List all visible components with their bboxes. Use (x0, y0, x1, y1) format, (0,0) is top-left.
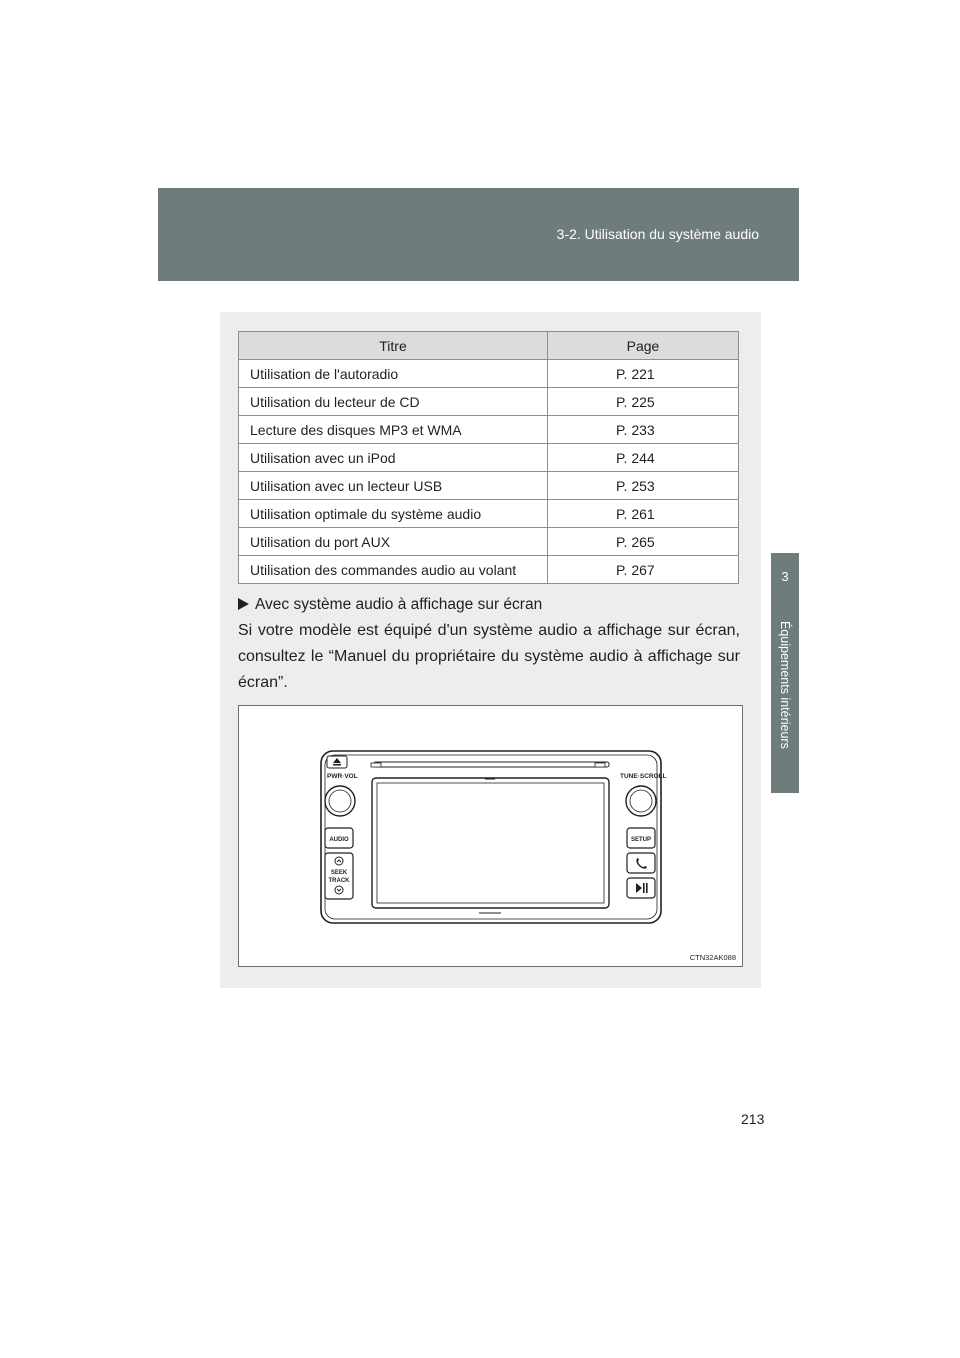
table-row (239, 360, 739, 388)
table-header-row (239, 332, 739, 360)
chapter-tab (771, 553, 799, 793)
cd-slot (374, 762, 609, 767)
bullet-text: Avec système audio à affichage sur écran (255, 596, 543, 613)
table-row (239, 500, 739, 528)
pwr-vol-label: PWR·VOL (327, 773, 358, 780)
pause-bar-2 (646, 883, 648, 893)
setup-button-label: SETUP (630, 837, 652, 843)
row-title: Utilisation avec un iPod (239, 444, 548, 472)
row-page: P. 244 (548, 444, 739, 472)
chapter-label: Équipements intérieurs (778, 621, 792, 749)
table-row (239, 416, 739, 444)
audio-unit-figure (238, 705, 743, 967)
table-row (239, 388, 739, 416)
row-page: P. 233 (548, 416, 739, 444)
table-row (239, 556, 739, 584)
pwr-vol-knob (325, 786, 355, 816)
row-page: P. 261 (548, 500, 739, 528)
table-row (239, 528, 739, 556)
display-screen-inner (377, 783, 604, 903)
row-title: Utilisation des commandes audio au volant (239, 556, 548, 584)
column-header-page: Page (548, 332, 739, 360)
reference-table (238, 331, 739, 584)
phone-button (627, 853, 655, 873)
pause-bar-1 (643, 883, 645, 893)
triangle-bullet-icon (238, 598, 249, 610)
row-title: Utilisation optimale du système audio (239, 500, 548, 528)
figure-code: CTN32AK088 (689, 953, 736, 962)
page-number: 213 (741, 1111, 765, 1127)
row-title: Utilisation de l'autoradio (239, 360, 548, 388)
header-band (158, 188, 799, 281)
table-row (239, 444, 739, 472)
audio-unit-illustration (239, 706, 742, 966)
row-title: Lecture des disques MP3 et WMA (239, 416, 548, 444)
row-page: P. 221 (548, 360, 739, 388)
seek-label: SEEK (330, 870, 348, 876)
row-page: P. 267 (548, 556, 739, 584)
row-title: Utilisation du port AUX (239, 528, 548, 556)
cd-slot-clip-left (371, 763, 381, 767)
row-title: Utilisation du lecteur de CD (239, 388, 548, 416)
track-label: TRACK (328, 878, 350, 884)
body-paragraph: Si votre modèle est équipé d'un système audio a affichage sur écran, consultez le “Manuel du propriétaire du système audio à affichage sur écran”. (238, 622, 740, 691)
eject-icon-bar (333, 764, 341, 766)
section-title: 3-2. Utilisation du système audio (556, 226, 759, 242)
chapter-number: 3 (781, 569, 789, 584)
audio-button-label: AUDIO (329, 837, 349, 843)
cd-slot-clip-right (595, 763, 605, 767)
row-title: Utilisation avec un lecteur USB (239, 472, 548, 500)
row-page: P. 253 (548, 472, 739, 500)
row-page: P. 265 (548, 528, 739, 556)
row-page: P. 225 (548, 388, 739, 416)
tune-scroll-label: TUNE·SCROLL (620, 773, 667, 780)
bullet-heading (238, 596, 542, 614)
table-row (239, 472, 739, 500)
column-header-title: Titre (239, 332, 548, 360)
content-box (220, 312, 761, 988)
tune-scroll-knob (626, 786, 656, 816)
